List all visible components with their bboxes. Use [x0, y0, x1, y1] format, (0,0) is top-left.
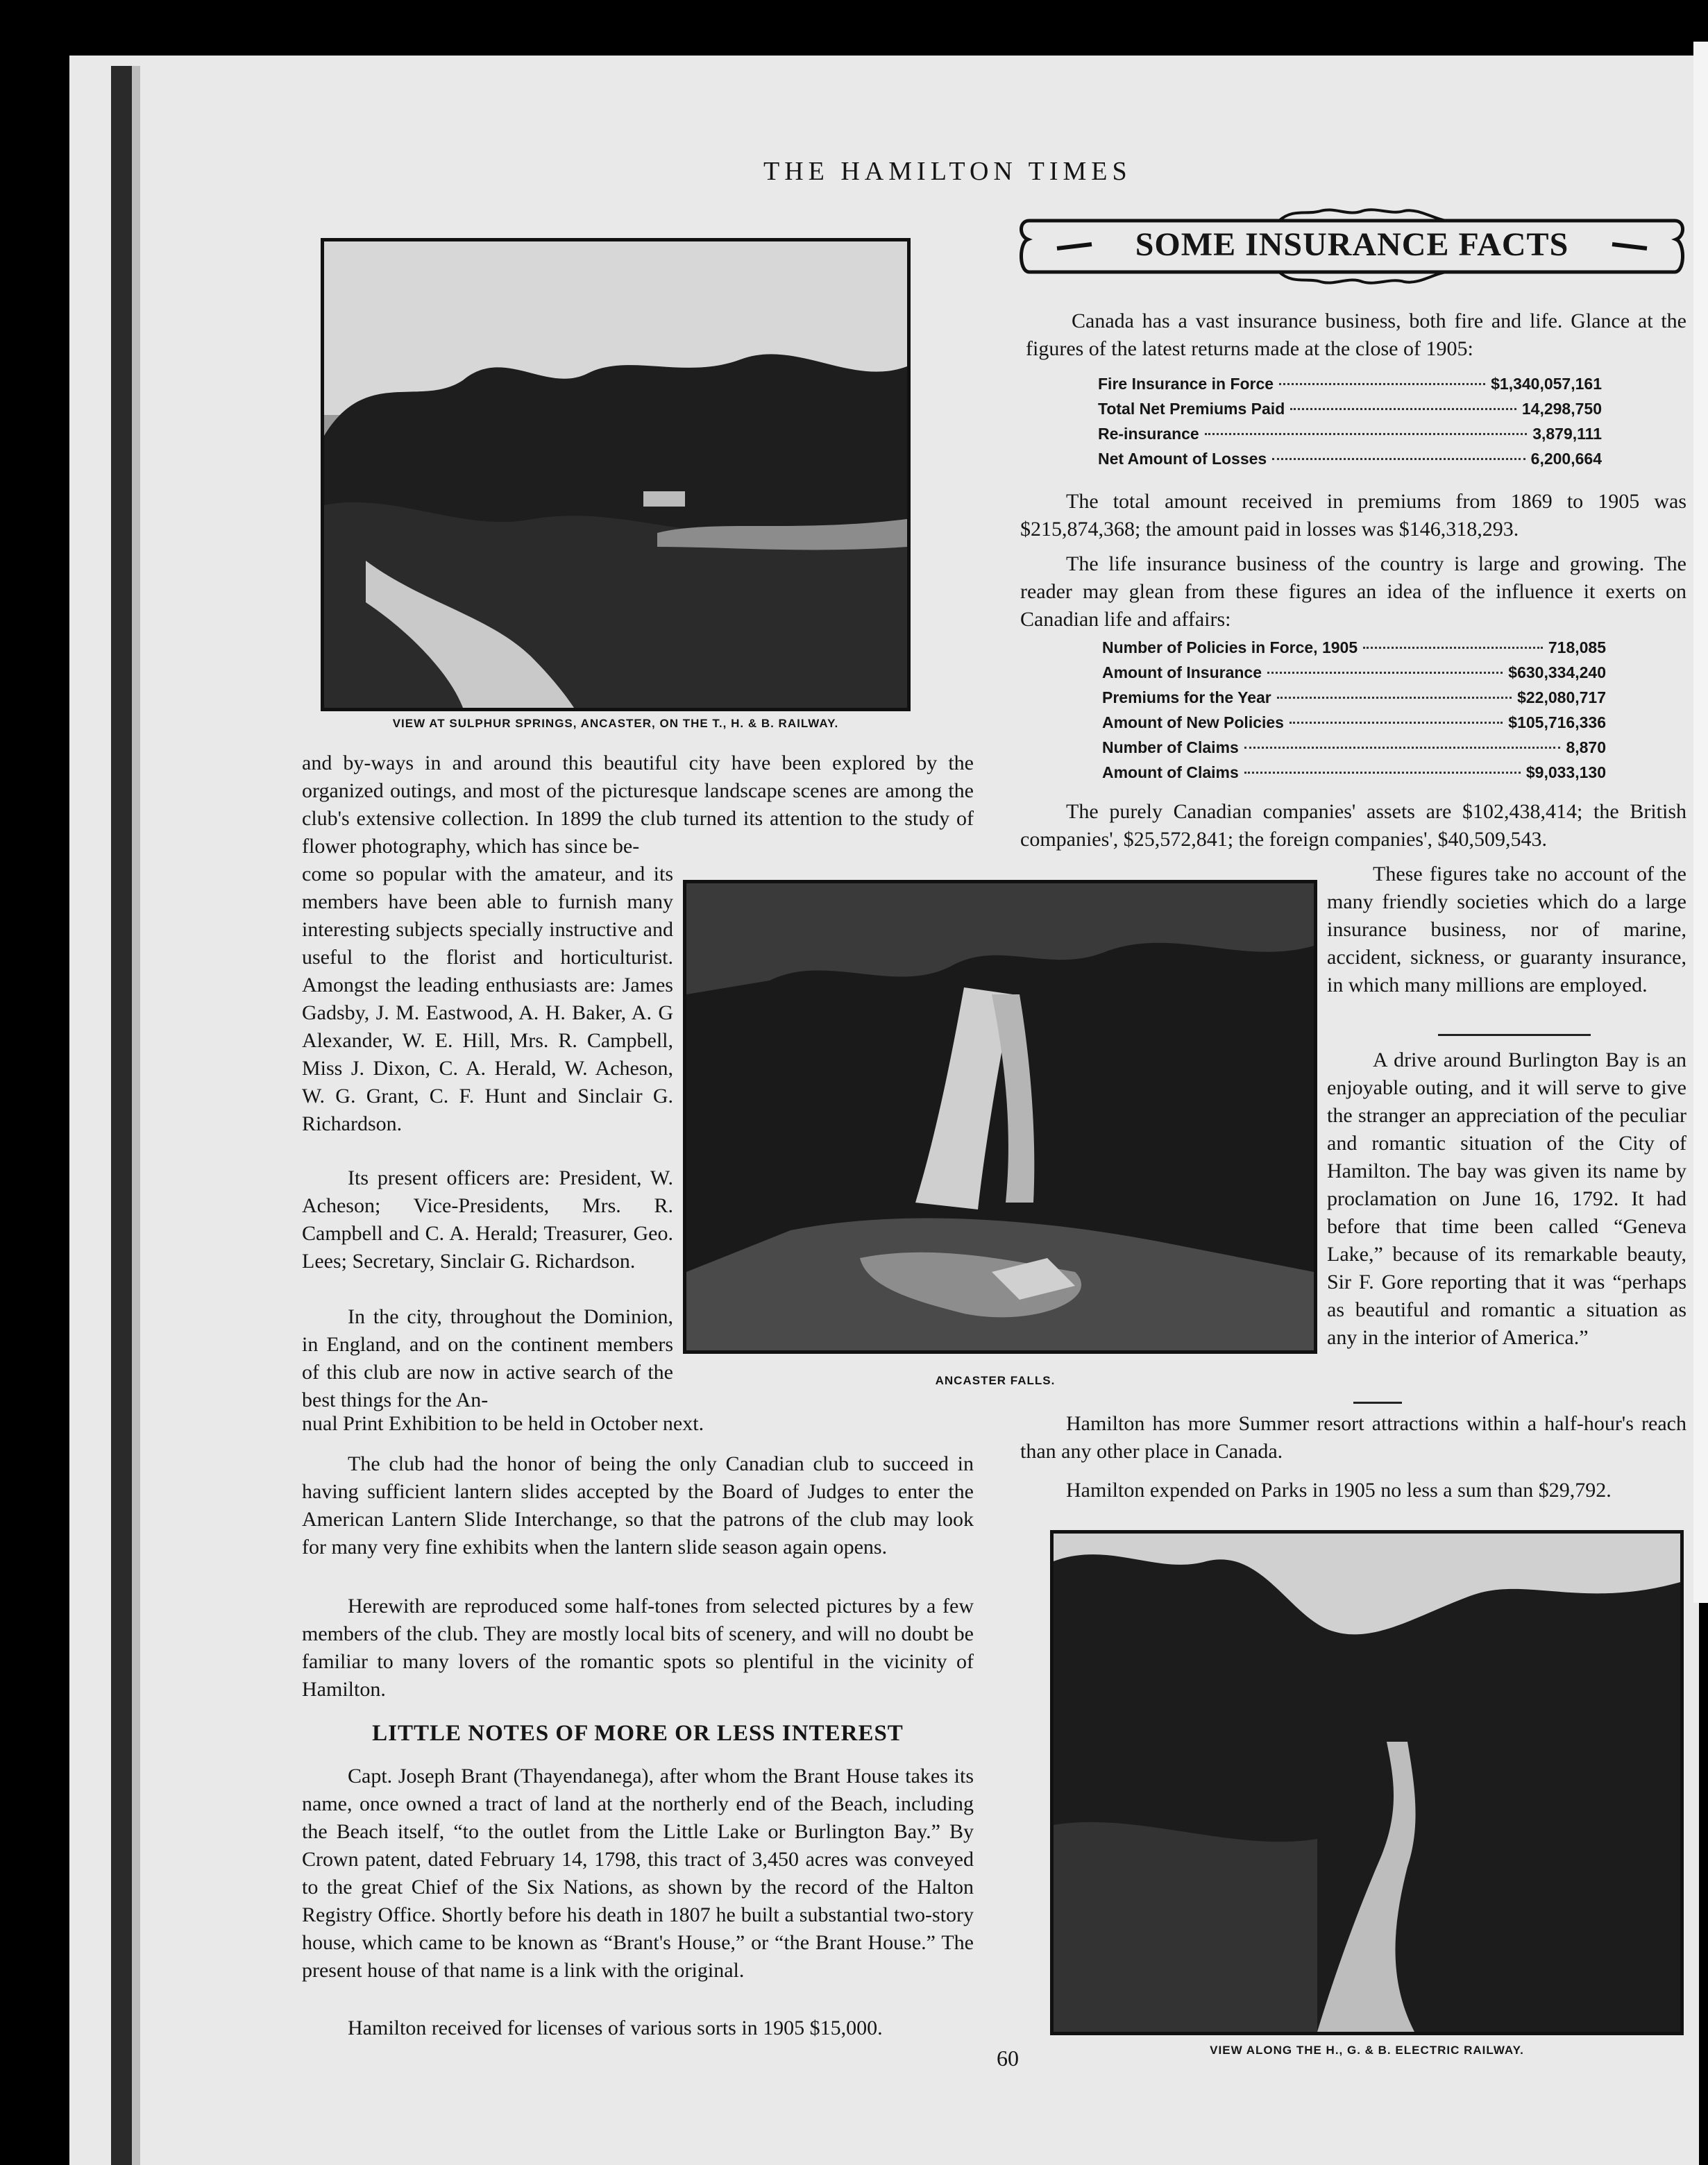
photo-caption-sulphur: VIEW AT SULPHUR SPRINGS, ANCASTER, ON THE T., H. & B. RAILWAY.: [392, 717, 839, 730]
photo-ancaster-falls: [683, 880, 1317, 1354]
table-row: Re-insurance 3,879,111: [1098, 425, 1602, 443]
photo-caption-falls: ANCASTER FALLS.: [935, 1374, 1056, 1387]
photo-caption-electric: VIEW ALONG THE H., G. & B. ELECTRIC RAILWAY.: [1210, 2044, 1524, 2057]
paragraph-print-exhibition: nual Print Exhibition to be held in October next.: [302, 1412, 704, 1435]
paragraph-premiums-total: The total amount received in premiums from 1869 to 1905 was $215,874,368; the amount paid in losses was $146,318,293.: [1020, 490, 1686, 541]
table-row: Fire Insurance in Force $1,340,057,161: [1098, 375, 1602, 393]
page-header: THE HAMILTON TIMES: [763, 157, 1132, 186]
life-insurance-table: [1102, 638, 1606, 788]
table-row: Amount of Claims $9,033,130: [1102, 763, 1606, 781]
photo-electric-railway: [1050, 1530, 1684, 2035]
insurance-intro: Canada has a vast insurance business, both fire and life. Glance at the figures of the latest returns made at the close of 1905:: [1026, 309, 1686, 360]
fire-insurance-table: [1098, 375, 1602, 475]
waterfall-illustration: [686, 883, 1314, 1350]
table-row: Amount of Insurance $630,334,240: [1102, 663, 1606, 681]
column-rule: [1438, 1034, 1591, 1036]
landscape-illustration: [324, 241, 907, 708]
page-edge: [1693, 42, 1708, 1603]
column-rule: [1353, 1402, 1402, 1404]
binding-spine: [111, 66, 132, 2165]
banner-title: SOME INSURANCE FACTS: [1135, 226, 1569, 263]
page-number: 60: [997, 2046, 1019, 2071]
paragraph-officers: Its present officers are: President, W. Acheson; Vice-Presidents, Mrs. R. Campbell and C. A. Herald; Treasurer, Geo. Lees; Secretary, Sinclair G. Richardson.: [302, 1166, 673, 1273]
paragraph-clubs-outings: and by-ways in and around this beautiful city have been explored by the organized outings, and most of the picturesque landscape scenes are among the club's extensive collection. In 1899 the club turned its attention to the study of flower photography, which has since be-: [302, 752, 974, 858]
binding-spine-edge: [132, 66, 140, 2165]
table-row: Net Amount of Losses 6,200,664: [1098, 450, 1602, 468]
paragraph-life-insurance: The life insurance business of the country is large and growing. The reader may glean from these figures an idea of the influence it exerts on Canadian life and affairs:: [1020, 552, 1686, 631]
paragraph-company-assets: The purely Canadian companies' assets are $102,438,414; the British companies', $25,572,841; the foreign companies', $40,509,543.: [1020, 800, 1686, 851]
table-row: Number of Policies in Force, 1905 718,085: [1102, 638, 1606, 656]
paragraph-burlington-bay: A drive around Burlington Bay is an enjoyable outing, and it will serve to give the stranger an appreciation of the peculiar and romantic situation of the City of Hamilton. The bay was given its name by proclamation on June 16, 1792. It had before that time been called “Geneva Lake,” because of its remarkable beauty, Sir F. Gore reporting that it was “perhaps as beautiful and romantic a situation as any in the interior of America.”: [1327, 1048, 1686, 1349]
paragraph-half-tones: Herewith are reproduced some half-tones from selected pictures by a few members of the club. They are mostly local bits of scenery, and will no doubt be familiar to many lovers of the romantic spots so plentiful in the vicinity of Hamilton.: [302, 1595, 974, 1701]
table-row: Total Net Premiums Paid 14,298,750: [1098, 400, 1602, 418]
table-row: Amount of New Policies $105,716,336: [1102, 713, 1606, 731]
paragraph-dominion: In the city, throughout the Dominion, in England, and on the continent members of this club are now in active search of the best things for the An-: [302, 1305, 673, 1411]
paragraph-parks-expenditure: Hamilton expended on Parks in 1905 no less a sum than $29,792.: [1066, 1479, 1612, 1502]
paragraph-lantern-slides: The club had the honor of being the only Canadian club to succeed in having sufficient lantern slides accepted by the Board of Judges to enter the American Lantern Slide Interchange, so that the patrons of the club may look for many very fine exhibits when the lantern slide season again opens.: [302, 1452, 974, 1559]
paragraph-friendly-societies: These figures take no account of the many friendly societies which do a large insurance business, nor of marine, accident, sickness, or guaranty insurance, in which many millions are employed.: [1327, 863, 1686, 996]
table-row: Number of Claims 8,870: [1102, 738, 1606, 756]
paragraph-licenses: Hamilton received for licenses of various sorts in 1905 $15,000.: [348, 2017, 883, 2039]
section-title-notes: LITTLE NOTES OF MORE OR LESS INTEREST: [372, 1721, 904, 1746]
paragraph-enthusiasts: come so popular with the amateur, and its members have been able to furnish many interesting subjects specially instructive and useful to the florist and horticulturist. Amongst the leading enthusiasts are: James Gadsby, J. M. Eastwood, A. H. Baker, A. G Alexander, W. E. Hill, Mrs. R. Campbell, Miss J. Dixon, C. A. Herald, W. Acheson, W. G. Grant, C. F. Hunt and Sinclair G. Richardson.: [302, 863, 673, 1135]
paragraph-brant-house: Capt. Joseph Brant (Thayendanega), after whom the Brant House takes its name, once owned a tract of land at the northerly end of the Beach, including the Beach itself, “to the outlet from the Little Lake or Burlington Bay.” By Crown patent, dated February 14, 1798, this tract of 3,450 acres was conveyed to the great Chief of the Six Nations, as shown by the record of the Halton Registry Office. Shortly before his death in 1807 he built a substantial two-story house, which came to be known as “Brant's House,” or “the Brant House.” The present house of that name is a link with the original.: [302, 1765, 974, 1982]
river-illustration: [1054, 1534, 1680, 2032]
table-row: Premiums for the Year $22,080,717: [1102, 688, 1606, 706]
paragraph-summer-resort: Hamilton has more Summer resort attractions within a half-hour's reach than any other place in Canada.: [1020, 1412, 1686, 1463]
photo-sulphur-springs: [321, 238, 911, 711]
